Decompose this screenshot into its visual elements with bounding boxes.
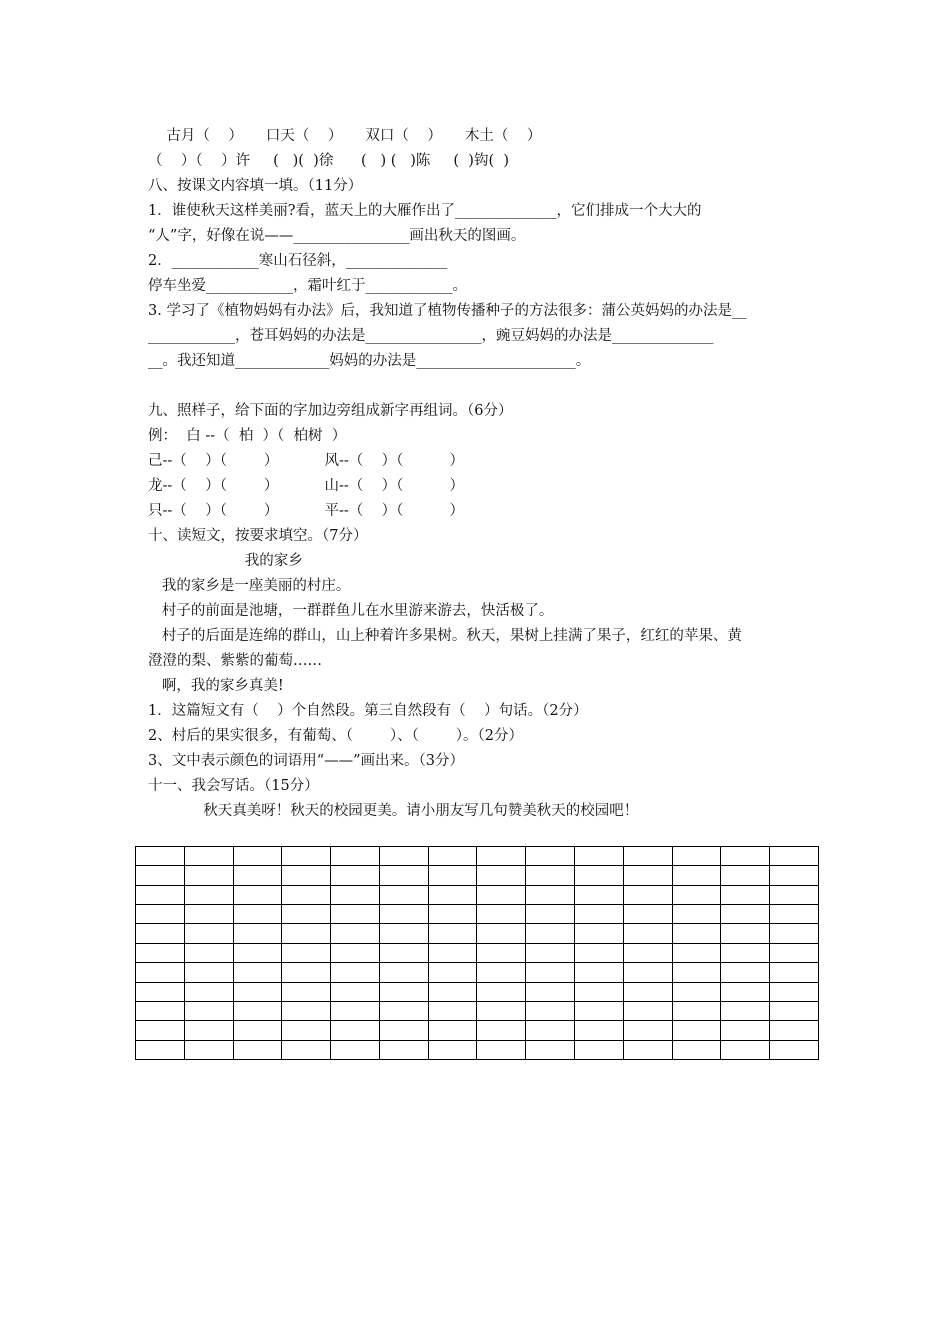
section-8-heading: 八、按课文内容填一填。（11分） <box>148 178 363 194</box>
grid-cell[interactable] <box>477 1040 526 1059</box>
grid-cell[interactable] <box>721 924 770 943</box>
grid-cell[interactable] <box>331 943 380 962</box>
grid-cell[interactable] <box>184 1021 233 1040</box>
grid-cell[interactable] <box>623 1001 672 1020</box>
grid-cell[interactable] <box>233 963 282 982</box>
grid-cell[interactable] <box>136 1001 185 1020</box>
grid-cell[interactable] <box>770 982 819 1001</box>
grid-cell[interactable] <box>623 963 672 982</box>
grid-cell[interactable] <box>379 1040 428 1059</box>
passage-paragraph-3b: 澄澄的梨、紫紫的葡萄…… <box>148 653 322 669</box>
grid-cell[interactable] <box>575 1001 624 1020</box>
grid-cell[interactable] <box>184 924 233 943</box>
grid-cell[interactable] <box>721 982 770 1001</box>
grid-cell[interactable] <box>672 1021 721 1040</box>
grid-cell[interactable] <box>672 1040 721 1059</box>
grid-cell[interactable] <box>623 847 672 866</box>
grid-cell[interactable] <box>428 982 477 1001</box>
grid-cell[interactable] <box>526 963 575 982</box>
grid-cell[interactable] <box>526 847 575 866</box>
grid-cell[interactable] <box>672 963 721 982</box>
grid-cell[interactable] <box>575 885 624 904</box>
section-10-heading: 十、读短文，按要求填空。（7分） <box>148 528 368 544</box>
grid-cell[interactable] <box>331 1001 380 1020</box>
grid-cell[interactable] <box>428 1021 477 1040</box>
grid-cell[interactable] <box>136 924 185 943</box>
grid-cell[interactable] <box>623 866 672 885</box>
grid-cell[interactable] <box>721 1040 770 1059</box>
grid-cell[interactable] <box>575 982 624 1001</box>
grid-cell[interactable] <box>428 943 477 962</box>
grid-cell[interactable] <box>233 847 282 866</box>
grid-cell[interactable] <box>477 885 526 904</box>
grid-cell[interactable] <box>331 885 380 904</box>
section-9-row-3: 只--（ ）（ ） 平--（ ）（ ） <box>148 503 465 519</box>
section-11-heading: 十一、我会写话。（15分） <box>148 778 319 794</box>
grid-cell[interactable] <box>282 982 331 1001</box>
grid-cell[interactable] <box>184 847 233 866</box>
grid-cell[interactable] <box>477 1021 526 1040</box>
grid-cell[interactable] <box>623 885 672 904</box>
writing-grid[interactable] <box>135 846 819 1060</box>
grid-cell[interactable] <box>379 963 428 982</box>
grid-cell[interactable] <box>575 847 624 866</box>
grid-cell[interactable] <box>721 905 770 924</box>
grid-cell[interactable] <box>526 885 575 904</box>
radical-pairs-row-2: （ ）（ ）许 ( )( )徐 ( ) ( )陈 ( )钩( ) <box>148 153 509 169</box>
section-9-heading: 九、照样子，给下面的字加边旁组成新字再组词。（6分） <box>148 403 513 419</box>
grid-cell[interactable] <box>136 905 185 924</box>
grid-cell[interactable] <box>575 924 624 943</box>
grid-cell[interactable] <box>672 885 721 904</box>
section-8-question-1a: 1．谁使秋天这样美丽?看，蓝天上的大雁作出了______________，它们排成一个大大的 <box>148 203 702 219</box>
grid-cell[interactable] <box>233 866 282 885</box>
grid-cell[interactable] <box>721 847 770 866</box>
grid-cell[interactable] <box>721 866 770 885</box>
section-11-prompt: 秋天真美呀！秋天的校园更美。请小朋友写几句赞美秋天的校园吧！ <box>148 803 639 819</box>
grid-cell[interactable] <box>770 943 819 962</box>
grid-row <box>136 885 819 904</box>
grid-cell[interactable] <box>331 1021 380 1040</box>
passage-title: 我的家乡 <box>148 553 303 569</box>
passage-paragraph-1: 我的家乡是一座美丽的村庄。 <box>148 578 351 594</box>
grid-cell[interactable] <box>477 905 526 924</box>
grid-row <box>136 963 819 982</box>
grid-cell[interactable] <box>770 847 819 866</box>
grid-cell[interactable] <box>623 924 672 943</box>
grid-cell[interactable] <box>526 905 575 924</box>
grid-cell[interactable] <box>672 924 721 943</box>
grid-cell[interactable] <box>282 963 331 982</box>
grid-cell[interactable] <box>428 866 477 885</box>
grid-cell[interactable] <box>282 866 331 885</box>
grid-cell[interactable] <box>428 847 477 866</box>
grid-cell[interactable] <box>136 1040 185 1059</box>
grid-cell[interactable] <box>477 963 526 982</box>
grid-cell[interactable] <box>428 905 477 924</box>
grid-cell[interactable] <box>770 963 819 982</box>
grid-cell[interactable] <box>233 943 282 962</box>
grid-cell[interactable] <box>331 847 380 866</box>
grid-row <box>136 866 819 885</box>
grid-cell[interactable] <box>136 943 185 962</box>
section-10-question-1: 1．这篇短文有（ ）个自然段。第三自然段有（ ）句话。（2分） <box>148 703 588 719</box>
grid-cell[interactable] <box>672 866 721 885</box>
grid-cell[interactable] <box>331 963 380 982</box>
grid-cell[interactable] <box>379 885 428 904</box>
section-8-question-2b: 停车坐爱____________，霜叶红于____________。 <box>148 278 467 294</box>
grid-cell[interactable] <box>672 982 721 1001</box>
grid-cell[interactable] <box>331 982 380 1001</box>
grid-cell[interactable] <box>721 1001 770 1020</box>
grid-cell[interactable] <box>526 943 575 962</box>
grid-cell[interactable] <box>575 963 624 982</box>
grid-cell[interactable] <box>428 1040 477 1059</box>
section-9-row-1: 己--（ ）（ ） 风--（ ）（ ） <box>148 453 465 469</box>
grid-row <box>136 905 819 924</box>
grid-cell[interactable] <box>379 982 428 1001</box>
grid-cell[interactable] <box>721 1021 770 1040</box>
grid-cell[interactable] <box>379 866 428 885</box>
grid-cell[interactable] <box>477 1001 526 1020</box>
grid-cell[interactable] <box>770 1001 819 1020</box>
grid-cell[interactable] <box>770 1040 819 1059</box>
radical-pairs-row-1: 古月（ ） 口天（ ） 双口（ ） 木土（ ） <box>148 128 542 144</box>
grid-cell[interactable] <box>233 924 282 943</box>
grid-cell[interactable] <box>331 905 380 924</box>
grid-cell[interactable] <box>526 866 575 885</box>
grid-cell[interactable] <box>428 963 477 982</box>
section-9-row-2: 龙--（ ）（ ） 山--（ ）（ ） <box>148 478 465 494</box>
grid-cell[interactable] <box>233 1040 282 1059</box>
grid-cell[interactable] <box>184 885 233 904</box>
grid-cell[interactable] <box>721 943 770 962</box>
grid-row <box>136 847 819 866</box>
grid-cell[interactable] <box>575 1021 624 1040</box>
grid-cell[interactable] <box>184 943 233 962</box>
grid-cell[interactable] <box>721 885 770 904</box>
grid-cell[interactable] <box>233 982 282 1001</box>
section-10-question-3: 3、文中表示颜色的词语用“——”画出来。（3分） <box>148 753 465 769</box>
grid-cell[interactable] <box>184 1001 233 1020</box>
grid-cell[interactable] <box>136 866 185 885</box>
grid-cell[interactable] <box>770 1021 819 1040</box>
grid-cell[interactable] <box>136 982 185 1001</box>
grid-row <box>136 982 819 1001</box>
grid-cell[interactable] <box>721 963 770 982</box>
section-10-question-2: 2、村后的果实很多，有葡萄、（ ）、（ ）。（2分） <box>148 728 523 744</box>
grid-cell[interactable] <box>282 943 331 962</box>
grid-cell[interactable] <box>233 1001 282 1020</box>
grid-cell[interactable] <box>282 1001 331 1020</box>
passage-paragraph-2: 村子的前面是池塘，一群群鱼儿在水里游来游去，快活极了。 <box>148 603 554 619</box>
grid-cell[interactable] <box>379 1021 428 1040</box>
grid-cell[interactable] <box>136 847 185 866</box>
grid-cell[interactable] <box>575 905 624 924</box>
grid-cell[interactable] <box>282 885 331 904</box>
grid-cell[interactable] <box>526 1021 575 1040</box>
grid-cell[interactable] <box>672 905 721 924</box>
grid-cell[interactable] <box>379 847 428 866</box>
grid-row <box>136 1021 819 1040</box>
grid-cell[interactable] <box>136 885 185 904</box>
grid-cell[interactable] <box>136 963 185 982</box>
grid-cell[interactable] <box>672 943 721 962</box>
grid-cell[interactable] <box>233 885 282 904</box>
grid-cell[interactable] <box>428 885 477 904</box>
grid-cell[interactable] <box>526 1040 575 1059</box>
grid-cell[interactable] <box>770 866 819 885</box>
grid-cell[interactable] <box>184 982 233 1001</box>
grid-cell[interactable] <box>770 924 819 943</box>
grid-cell[interactable] <box>623 905 672 924</box>
grid-row <box>136 943 819 962</box>
grid-cell[interactable] <box>575 943 624 962</box>
grid-cell[interactable] <box>672 1001 721 1020</box>
section-8-question-2a: 2．____________寒山石径斜，______________ <box>148 253 448 269</box>
grid-cell[interactable] <box>428 1001 477 1020</box>
passage-paragraph-3a: 村子的后面是连绵的群山，山上种着许多果树。秋天，果树上挂满了果子，红红的苹果、黄 <box>148 628 742 644</box>
section-9-example: 例： 白 --（ 柏 ）（ 柏树 ） <box>148 428 347 444</box>
grid-cell[interactable] <box>184 905 233 924</box>
grid-cell[interactable] <box>282 1021 331 1040</box>
grid-cell[interactable] <box>379 905 428 924</box>
grid-cell[interactable] <box>233 1021 282 1040</box>
grid-cell[interactable] <box>379 943 428 962</box>
grid-cell[interactable] <box>623 943 672 962</box>
section-8-question-1b: “人”字，好像在说——________________画出秋天的图画。 <box>148 228 526 244</box>
grid-cell[interactable] <box>526 924 575 943</box>
grid-cell[interactable] <box>477 943 526 962</box>
grid-cell[interactable] <box>331 924 380 943</box>
grid-row <box>136 924 819 943</box>
grid-cell[interactable] <box>623 1021 672 1040</box>
grid-cell[interactable] <box>184 1040 233 1059</box>
section-8-question-3c: __。我还知道_____________妈妈的办法是______________________。 <box>148 353 591 369</box>
grid-row <box>136 1001 819 1020</box>
grid-cell[interactable] <box>233 905 282 924</box>
passage-paragraph-4: 啊，我的家乡真美! <box>148 678 284 694</box>
grid-cell[interactable] <box>428 924 477 943</box>
grid-cell[interactable] <box>331 866 380 885</box>
grid-cell[interactable] <box>379 924 428 943</box>
grid-cell[interactable] <box>770 905 819 924</box>
grid-row <box>136 1040 819 1059</box>
grid-cell[interactable] <box>575 1040 624 1059</box>
grid-cell[interactable] <box>282 924 331 943</box>
grid-cell[interactable] <box>623 982 672 1001</box>
grid-cell[interactable] <box>526 1001 575 1020</box>
grid-cell[interactable] <box>477 982 526 1001</box>
grid-cell[interactable] <box>184 963 233 982</box>
grid-cell[interactable] <box>623 1040 672 1059</box>
grid-cell[interactable] <box>282 1040 331 1059</box>
grid-cell[interactable] <box>477 866 526 885</box>
grid-cell[interactable] <box>477 924 526 943</box>
grid-cell[interactable] <box>331 1040 380 1059</box>
grid-cell[interactable] <box>770 885 819 904</box>
section-8-question-3b: ____________，苍耳妈妈的办法是________________，豌豆妈妈的办法是______________ <box>148 328 714 344</box>
grid-cell[interactable] <box>282 847 331 866</box>
section-8-question-3a: 3. 学习了《植物妈妈有办法》后，我知道了植物传播种子的方法很多：蒲公英妈妈的办法是__ <box>148 303 747 319</box>
grid-cell[interactable] <box>184 866 233 885</box>
grid-cell[interactable] <box>672 847 721 866</box>
grid-cell[interactable] <box>282 905 331 924</box>
grid-cell[interactable] <box>477 847 526 866</box>
grid-cell[interactable] <box>136 1021 185 1040</box>
grid-cell[interactable] <box>575 866 624 885</box>
grid-cell[interactable] <box>526 982 575 1001</box>
grid-cell[interactable] <box>379 1001 428 1020</box>
